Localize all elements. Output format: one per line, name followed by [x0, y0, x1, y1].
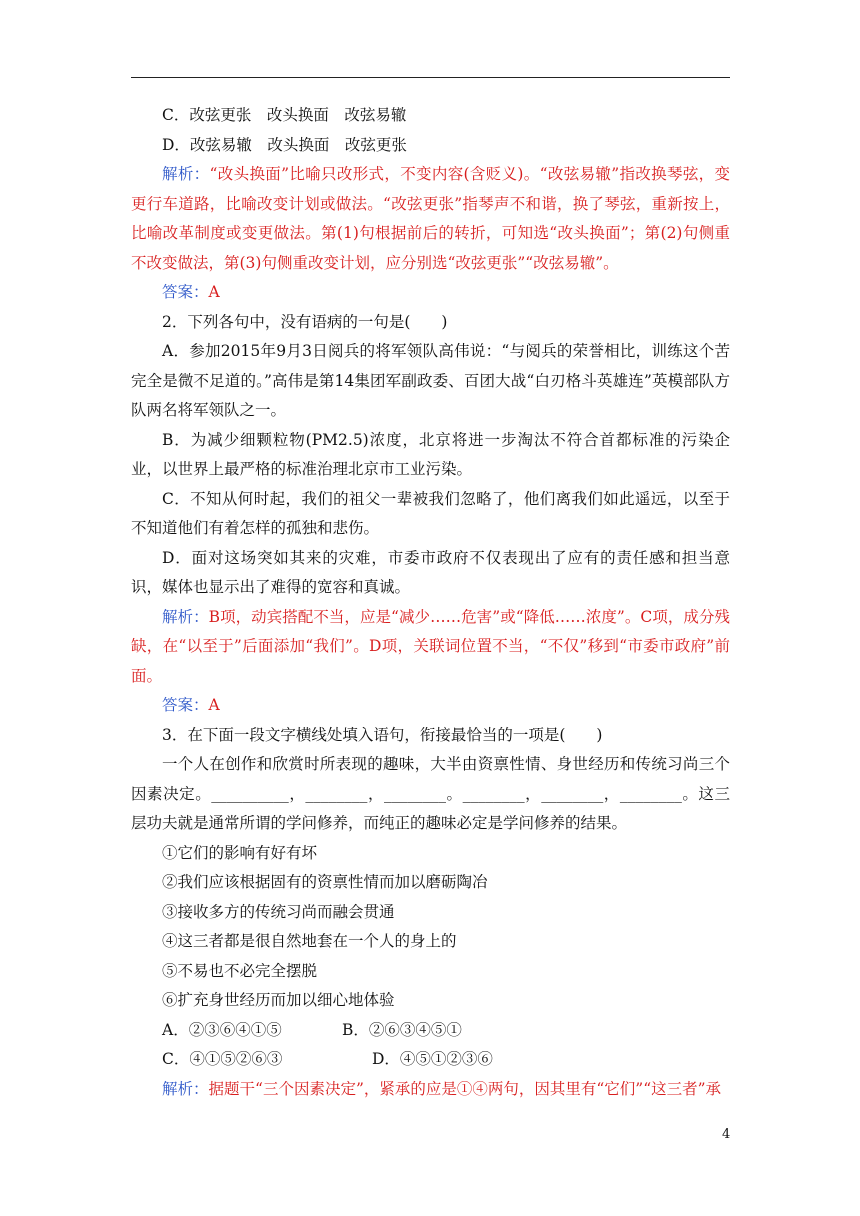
q2-option-b: B．为减少细颗粒物(PM2.5)浓度，北京将进一步淘汰不符合首都标准的污染企业，以世界上最严格的标准治理北京市工业污染。: [131, 430, 730, 478]
q2-analysis: [131, 603, 730, 692]
q3-analysis: [131, 1075, 730, 1105]
q2-analysis-label: 解析：: [162, 607, 209, 626]
q3-option-d: D．④⑤①②③⑥: [372, 1050, 493, 1068]
q3-item-2: ②我们应该根据固有的资禀性情而加以磨砺陶冶: [162, 873, 488, 891]
q1-option-d: D．改弦易辙 改头换面 改弦更张: [162, 135, 407, 154]
q3-analysis-label: 解析：: [162, 1079, 209, 1098]
q3-passage: 一个人在创作和欣赏时所表现的趣味，大半由资禀性情、身世经历和传统习尚三个因素决定。__________，________，________。________，________，________。这三层功夫就是通常所谓的学问修养，而纯正的趣味必定是学问修养的结果。: [131, 755, 730, 832]
q3-options-row-1: [131, 1016, 730, 1046]
header-rule: [131, 77, 730, 78]
q3-option-a: A．②③⑥④①⑤: [162, 1020, 282, 1039]
q3-item-4: ④这三者都是很自然地套在一个人的身上的: [162, 932, 457, 950]
q2-option-a: A．参加2015年9月3日阅兵的将军领队高伟说：“与阅兵的荣誉相比，训练这个苦完全是微不足道的。”高伟是第14集团军副政委、百团大战“白刃格斗英雄连”英模部队方队两名将军领队之一。: [131, 342, 730, 419]
q3-stem: 3．在下面一段文字横线处填入语句，衔接最恰当的一项是( ): [162, 725, 603, 744]
q2-option-d: D．面对这场突如其来的灾难，市委市政府不仅表现出了应有的责任感和担当意识，媒体也显示出了难得的宽容和真诚。: [131, 548, 730, 596]
q2-answer: [131, 691, 730, 721]
q3-option-c: C．④①⑤②⑥③: [162, 1050, 283, 1068]
q1-answer-value: A: [208, 283, 220, 301]
q2-stem: 2．下列各句中，没有语病的一句是( ): [162, 312, 448, 331]
page-number: 4: [722, 1127, 731, 1142]
q2-option-c: C．不知从何时起，我们的祖父一辈被我们忽略了，他们离我们如此遥远，以至于不知道他们有着怎样的孤独和悲伤。: [131, 489, 730, 537]
q2-answer-value: A: [208, 696, 220, 714]
q1-answer: [131, 278, 730, 308]
q1-analysis: [131, 160, 730, 278]
q3-item-6: ⑥扩充身世经历而加以细心地体验: [162, 991, 395, 1009]
q3-analysis-text: 据题干“三个因素决定”，紧承的应是①④两句，因其里有“它们”“这三者”承: [208, 1079, 722, 1098]
q3-item-3: ③接收多方的传统习尚而融会贯通: [162, 902, 395, 921]
q2-analysis-text: B项，动宾搭配不当，应是“减少……危害”或“降低……浓度”。C项，成分残缺，在“以至于”后面添加“我们”。D项，关联词位置不当，“不仅”移到“市委市政府”前面。: [131, 607, 730, 685]
q3-options-row-2: [131, 1045, 730, 1075]
q1-option-c: C．改弦更张 改头换面 改弦易辙: [162, 106, 407, 124]
q3-item-1: ①它们的影响有好有坏: [162, 843, 318, 862]
q3-item-5: ⑤不易也不必完全摆脱: [162, 961, 318, 980]
q1-analysis-text: “改头换面”比喻只改形式，不变内容(含贬义)。“改弦易辙”指改换琴弦，变更行车道路，比喻改变计划或做法。“改弦更张”指琴声不和谐，换了琴弦，重新按上，比喻改革制度或变更做法。第(1)句根据前后的转折，可知选“改头换面”；第(2)句侧重不改变做法，第(3)句侧重改变计划，应分别选“改弦更张”“改弦易辙”。: [131, 165, 730, 272]
q1-analysis-label: 解析：: [162, 165, 210, 183]
q1-answer-label: 答案：: [162, 283, 209, 301]
q3-option-b: B．②⑥③④⑤①: [342, 1020, 462, 1039]
q2-answer-label: 答案：: [162, 696, 209, 714]
page-content: [131, 101, 730, 1104]
